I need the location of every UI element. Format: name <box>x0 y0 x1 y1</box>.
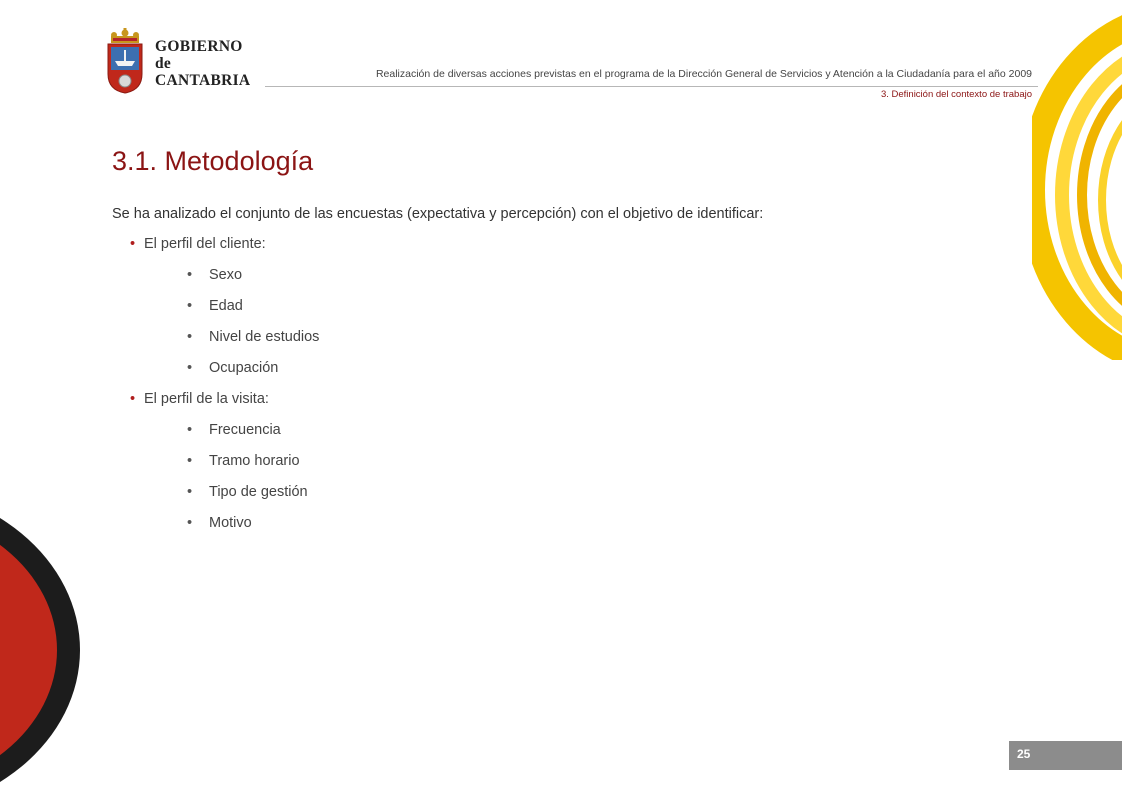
list-item: • Ocupación <box>187 360 279 376</box>
list-group-cliente: • El perfil del cliente: <box>130 236 266 252</box>
list-group-visita: • El perfil de la visita: <box>130 391 269 407</box>
list-item: • Sexo <box>187 267 243 283</box>
list-item: • Frecuencia <box>187 422 281 438</box>
page-number-box <box>1009 741 1122 770</box>
coat-of-arms-icon <box>105 28 145 94</box>
section-label: 3. Definición del contexto de trabajo <box>880 89 1032 100</box>
decorative-red-disc <box>0 0 90 794</box>
list-item: • Tramo horario <box>187 453 300 469</box>
page-title: 3.1. Metodología <box>112 146 314 176</box>
gobierno-cantabria-logo <box>105 28 255 98</box>
list-item: • Nivel de estudios <box>187 329 320 345</box>
document-title: Realización de diversas acciones previstas en el programa de la Dirección General de Servicios y Atención a la Ciudadanía para el año 2009 <box>375 68 1032 80</box>
list-item: • Edad <box>187 298 243 314</box>
page-number: 25 <box>1017 747 1031 761</box>
list-item: • Motivo <box>187 515 252 531</box>
list-item: • Tipo de gestión <box>187 484 308 500</box>
decorative-yellow-rings <box>1032 0 1122 360</box>
header-divider <box>265 86 1038 87</box>
intro-paragraph: Se ha analizado el conjunto de las encuestas (expectativa y percepción) con el objetivo de identificar: <box>112 206 764 222</box>
logo-text: GOBIERNO de CANTABRIA <box>155 38 251 89</box>
